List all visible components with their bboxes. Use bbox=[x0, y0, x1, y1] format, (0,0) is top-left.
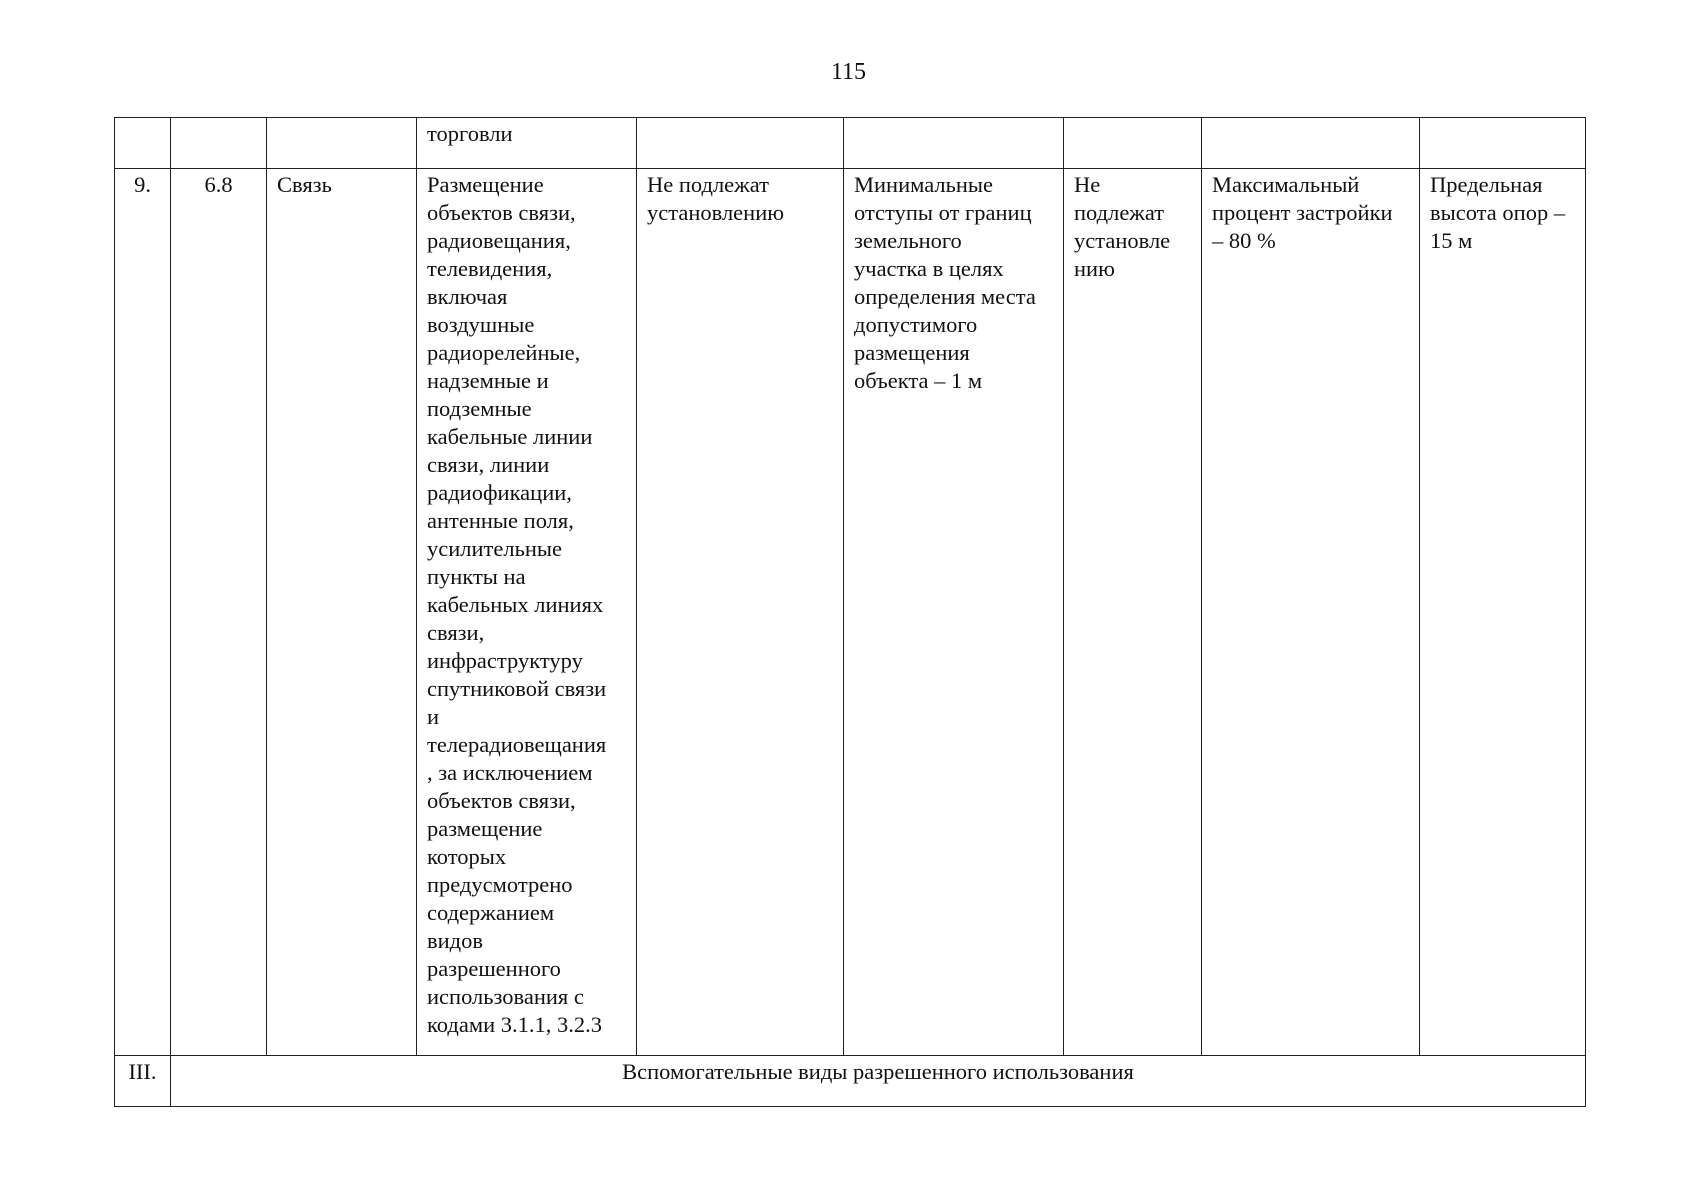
use-name: Связь bbox=[267, 169, 417, 1056]
max-floors: Не подлежат установле нию bbox=[1064, 169, 1202, 1056]
table-cell-empty bbox=[1064, 118, 1202, 169]
max-height: Предельная высота опор – 15 м bbox=[1420, 169, 1586, 1056]
table-cell-empty bbox=[1202, 118, 1420, 169]
page-number: 115 bbox=[830, 59, 867, 85]
max-build-percent: Максимальный процент застройки – 80 % bbox=[1202, 169, 1420, 1056]
table-cell-empty bbox=[171, 118, 267, 169]
table-cell-empty bbox=[1420, 118, 1586, 169]
section-header-row bbox=[115, 1056, 1586, 1107]
regulations-table bbox=[114, 117, 1586, 1107]
use-code: 6.8 bbox=[171, 169, 267, 1056]
use-description: Размещение объектов связи, радиовещания, телевидения, включая воздушные радиорелейные, надземные и подземные кабельные линии связи, линии радиофикации, антенные поля, усилительные пункты на кабельных линиях связи, инфраструктуру спутниковой связи и телерадиовещания , за исключением объектов связи, размещение которых предусмотрено содержанием видов разрешенного использования с кодами 3.1.1, 3.2.3 bbox=[417, 169, 637, 1056]
table-cell-empty bbox=[115, 118, 171, 169]
section-number: III. bbox=[115, 1056, 171, 1107]
min-setbacks: Минимальные отступы от границ земельного участка в целях определения места допустимого размещения объекта – 1 м bbox=[844, 169, 1064, 1056]
plot-size-limits: Не подлежат установлению bbox=[637, 169, 844, 1056]
row-number: 9. bbox=[115, 169, 171, 1056]
table-row-continuation bbox=[115, 118, 1586, 169]
table-cell-description-continuation: торговли bbox=[417, 118, 637, 169]
table-cell-empty bbox=[267, 118, 417, 169]
section-title: Вспомогательные виды разрешенного использования bbox=[171, 1056, 1586, 1107]
table-cell-empty bbox=[637, 118, 844, 169]
table-cell-empty bbox=[844, 118, 1064, 169]
table-row bbox=[115, 169, 1586, 1056]
